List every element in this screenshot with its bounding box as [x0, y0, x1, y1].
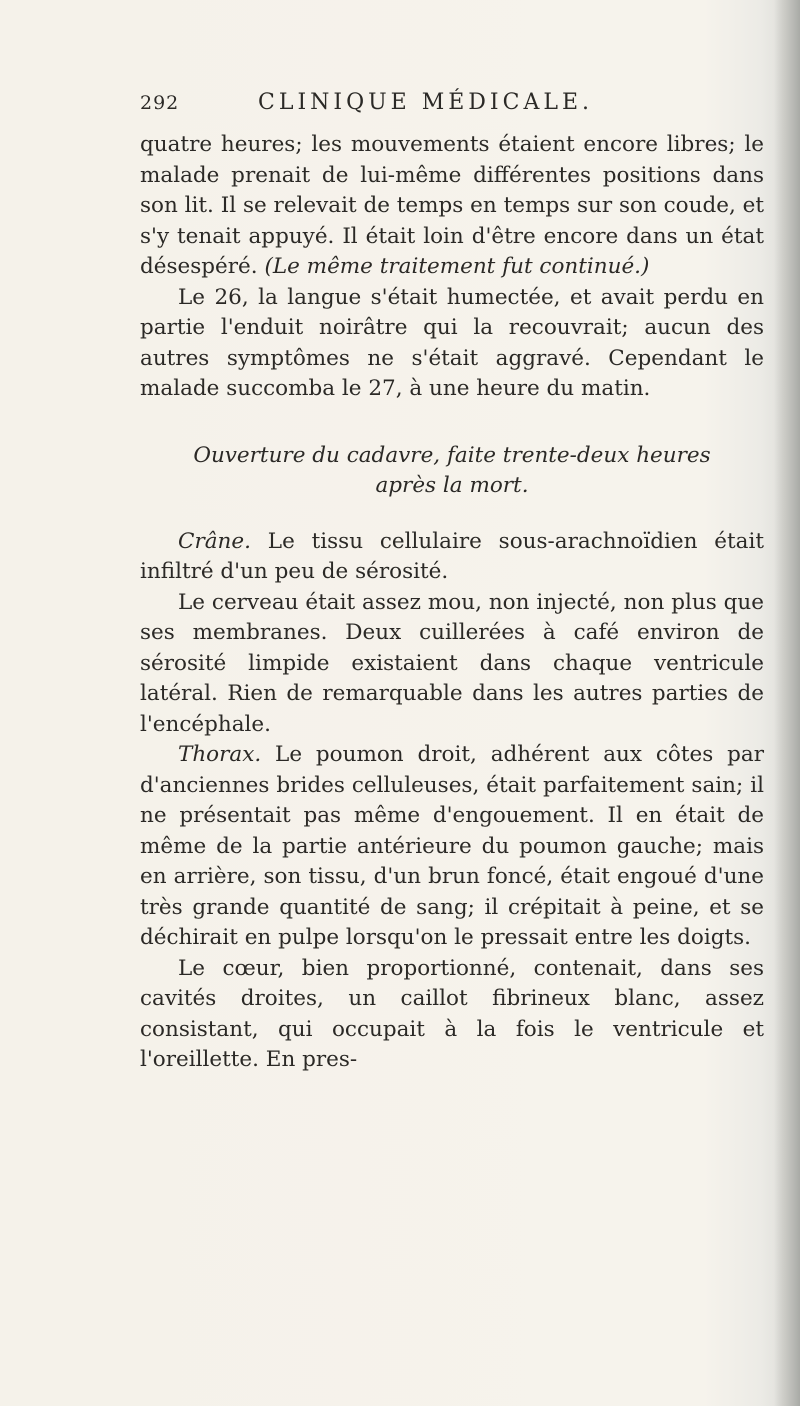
page-number: 292	[140, 92, 180, 114]
paragraph-continuation	[140, 130, 764, 283]
paragraph-thorax	[140, 740, 764, 954]
section-heading: Ouverture du cadavre, faite trente-deux heures après la mort.	[193, 442, 711, 498]
paragraph-coeur: Le cœur, bien proportionné, contenait, dans ses cavités droites, un caillot fibrineux blanc, assez consistant, qui occupait à la fois le ventricule et l'oreillette. En pres-	[140, 955, 764, 1072]
running-title: CLINIQUE MÉDICALE.	[258, 90, 594, 115]
paragraph-lead-thorax: Thorax.	[178, 742, 262, 767]
body-text	[140, 130, 764, 1076]
page-header	[140, 92, 660, 122]
paragraph-text: quatre heures; les mouvements étaient encore libres; le malade prenait de lui-même différentes positions dans son lit. Il se relevait de temps en temps sur son coude, et s'y tenait appuyé. Il était loin d'être encore dans un état désespéré.	[140, 132, 764, 279]
paragraph-crane	[140, 527, 764, 588]
page-edge-shadow	[774, 0, 800, 1406]
paragraph-lead-crane: Crâne.	[178, 528, 251, 554]
paragraph-text: Le poumon droit, adhérent aux côtes par d'anciennes brides celluleuses, était parfaitement sain; il ne présentait pas même d'engouement. Il en était de même de la partie antérieure du poumon gauche; mais en arrière, son tissu, d'un brun foncé, était engoué d'une très grande quantité de sang; il crépitait à peine, et se déchirait en pulpe lorsqu'on le pressait entre les doigts.	[140, 742, 764, 950]
paragraph-text: Le tissu cellulaire sous-arachnoïdien était infiltré d'un peu de sérosité.	[140, 528, 764, 584]
paragraph-cerveau: Le cerveau était assez mou, non injecté, non plus que ses membranes. Deux cuillerées à café environ de sérosité limpide existaient dans chaque ventricule latéral. Rien de remarquable dans les autres parties de l'encéphale.	[140, 589, 764, 737]
paragraph-italic-note: (Le même traitement fut continué.)	[264, 254, 650, 279]
paragraph-death: Le 26, la langue s'était humectée, et avait perdu en partie l'enduit noirâtre qui la recouvrait; aucun des autres symptômes ne s'était aggravé. Cependant le malade succomba le 27, à une heure du matin.	[140, 284, 764, 401]
